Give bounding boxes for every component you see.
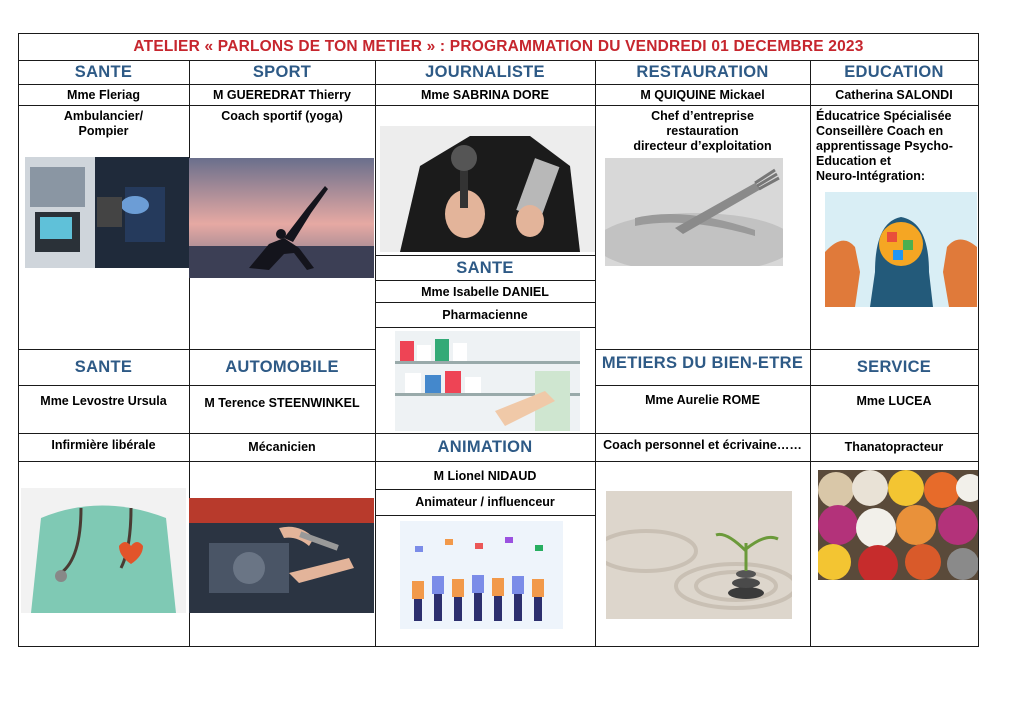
engine-repair-photo: [189, 498, 374, 613]
zen-stones-photo: [606, 491, 792, 619]
category-sante-bottom: SANTE: [74, 358, 133, 376]
job-title: Chef d’entreprise restauration directeur d’exploitation: [633, 109, 772, 153]
ambulance-equipment-photo: [25, 157, 189, 268]
pharmacy-shelves-photo: [395, 331, 580, 431]
speaker-name: M QUIQUINE Mickael: [640, 88, 765, 102]
speaker-name: Mme SABRINA DORE: [420, 88, 550, 102]
program-table: [18, 33, 979, 647]
yoga-silhouette-photo: [189, 158, 374, 278]
category-journaliste: JOURNALISTE: [425, 63, 545, 81]
speaker-name: Catherina SALONDI: [835, 88, 953, 102]
category-sante: SANTE: [74, 63, 133, 81]
fork-spoon-photo: [605, 158, 783, 266]
job-title: Coach sportif (yoga): [221, 109, 343, 123]
job-title: Coach personnel et écrivaine……: [603, 438, 802, 452]
speaker-name: Mme Levostre Ursula: [40, 394, 167, 408]
crowd-illustration: [400, 521, 563, 629]
category-service: SERVICE: [856, 358, 932, 376]
category-animation: ANIMATION: [437, 438, 533, 456]
speaker-name: M Lionel NIDAUD: [433, 468, 537, 483]
speaker-name: M GUEREDRAT Thierry: [213, 88, 351, 102]
job-title: Mécanicien: [248, 440, 316, 454]
job-title: Pharmacienne: [442, 307, 528, 322]
category-sante-middle: SANTE: [456, 258, 514, 277]
nurse-stethoscope-photo: [21, 488, 186, 613]
job-title: Éducatrice Spécialisée Conseillère Coach en apprentissage Psycho- Education et Neuro-Intégration:: [816, 109, 953, 183]
speaker-name: M Terence STEENWINKEL: [204, 396, 360, 410]
speaker-name: Mme LUCEA: [856, 394, 932, 408]
microphone-photo: [380, 126, 595, 252]
brain-puzzle-illustration: [825, 192, 977, 307]
job-title: Thanatopracteur: [844, 440, 944, 454]
category-education: EDUCATION: [844, 63, 944, 81]
job-title: Infirmière libérale: [51, 438, 156, 452]
page-title: ATELIER « PARLONS DE TON METIER » : PROGRAMMATION DU VENDREDI 01 DECEMBRE 2023: [133, 38, 864, 55]
category-sport: SPORT: [252, 63, 312, 81]
category-automobile: AUTOMOBILE: [225, 358, 339, 376]
speaker-name: Mme Fleriag: [67, 88, 140, 102]
job-title: Animateur / influenceur: [415, 495, 555, 509]
category-restauration: RESTAURATION: [636, 63, 769, 81]
speaker-name: Mme Aurelie ROME: [645, 393, 760, 407]
speaker-name: Mme Isabelle DANIEL: [421, 284, 549, 299]
chrysanthemums-photo: [818, 470, 978, 580]
job-title: Ambulancier/ Pompier: [63, 109, 144, 138]
category-bien-etre: METIERS DU BIEN-ETRE: [601, 353, 804, 372]
